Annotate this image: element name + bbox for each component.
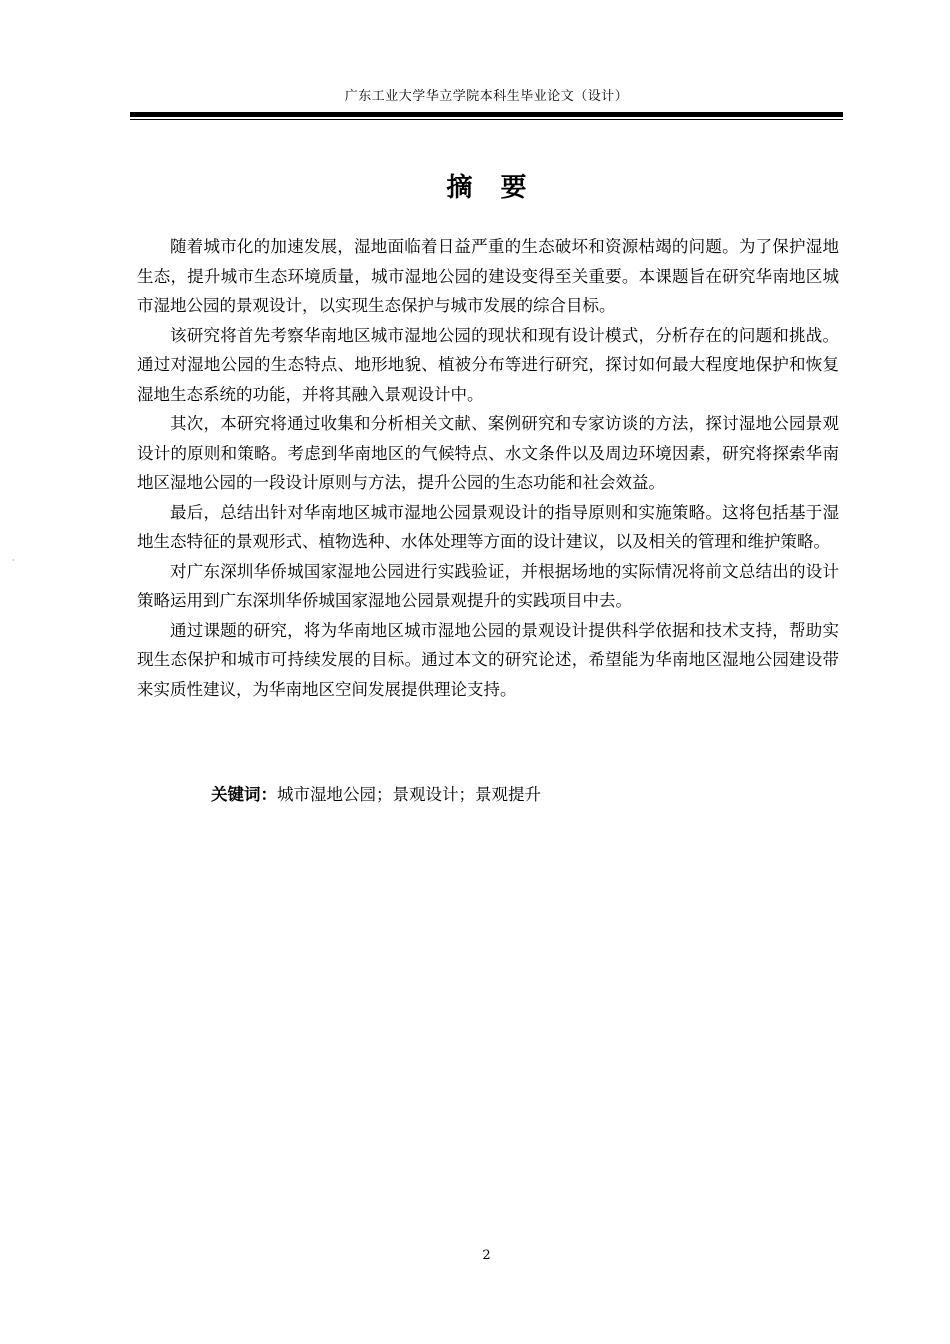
margin-dot: · [12, 556, 15, 565]
keywords-label: 关键词： [211, 785, 277, 804]
abstract-body [137, 232, 839, 704]
title-char-2: 要 [500, 173, 527, 203]
header-rule-thin [130, 119, 843, 120]
page-title [130, 168, 843, 208]
abstract-paragraph-4: 最后，总结出针对华南地区城市湿地公园景观设计的指导原则和实施策略。这将包括基于湿地生态特征的景观形式、植物选种、水体处理等方面的设计建议，以及相关的管理和维护策略。 [137, 502, 839, 551]
running-header: 广东工业大学华立学院本科生毕业论文（设计） [344, 89, 629, 104]
title-char-1: 摘 [446, 173, 473, 203]
keywords-line [211, 780, 541, 809]
keywords-value: 城市湿地公园；景观设计；景观提升 [277, 785, 541, 804]
abstract-paragraph-1: 随着城市化的加速发展，湿地面临着日益严重的生态破坏和资源枯竭的问题。为了保护湿地生态，提升城市生态环境质量，城市湿地公园的建设变得至关重要。本课题旨在研究华南地区城市湿地公园的景观设计，以实现生态保护与城市发展的综合目标。 [137, 237, 839, 315]
page-number: 2 [482, 1248, 491, 1263]
header-rule-thick [130, 112, 843, 117]
abstract-paragraph-6: 通过课题的研究，将为华南地区城市湿地公园的景观设计提供科学依据和技术支持，帮助实现生态保护和城市可持续发展的目标。通过本文的研究论述，希望能为华南地区湿地公园建设带来实质性建议，为华南地区空间发展提供理论支持。 [137, 620, 839, 699]
abstract-paragraph-2: 该研究将首先考察华南地区城市湿地公园的现状和现有设计模式，分析存在的问题和挑战。通过对湿地公园的生态特点、地形地貌、植被分布等进行研究，探讨如何最大程度地保护和恢复湿地生态系统的功能，并将其融入景观设计中。 [137, 325, 839, 404]
abstract-paragraph-3: 其次，本研究将通过收集和分析相关文献、案例研究和专家访谈的方法，探讨湿地公园景观设计的原则和策略。考虑到华南地区的气候特点、水文条件以及周边环境因素，研究将探索华南地区湿地公园的一段设计原则与方法，提升公园的生态功能和社会效益。 [137, 414, 839, 492]
abstract-paragraph-5: 对广东深圳华侨城国家湿地公园进行实践验证，并根据场地的实际情况将前文总结出的设计策略运用到广东深圳华侨城国家湿地公园景观提升的实践项目中去。 [137, 561, 839, 610]
